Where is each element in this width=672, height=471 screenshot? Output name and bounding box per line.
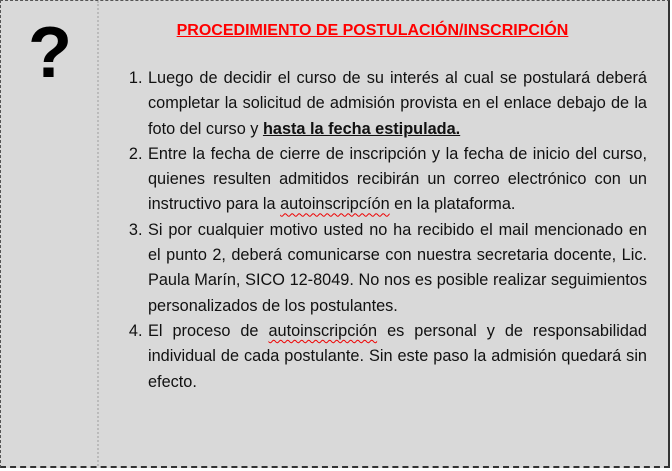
- item-text: Si por cualquier motivo usted no ha recibido el mail mencionado en el punto 2, deberá comunicarse con nuestra secretaria docente, Lic. Paula Marín, SICO 12-8049. No nos es posible realizar seguimientos personalizados de los postulantes.: [148, 220, 647, 315]
- item-text: El proceso de: [148, 321, 269, 340]
- question-mark-icon: ?: [28, 13, 72, 93]
- item-text: Entre la fecha de cierre de inscripción y la fecha de inicio del curso, quienes resulten admitidos recibirán un correo electrónico con un instructivo para la: [148, 144, 647, 214]
- item-text: Luego de decidir el curso de su interés al cual se postulará deberá completar la solicitud de admisión provista en el enlace debajo de la foto del curso y: [148, 69, 647, 138]
- item-text: en la plataforma.: [389, 195, 516, 214]
- section-title: PROCEDIMIENTO DE POSTULACIÓN/INSCRIPCIÓN: [176, 22, 569, 39]
- item-text: es personal y de responsabilidad individual de cada postulante. Sin este paso la admisión quedará sin efecto.: [148, 321, 647, 391]
- list-item: [147, 218, 647, 319]
- misspelled-word: autoinscripción: [268, 321, 378, 340]
- misspelled-word: autoinscripcíón: [280, 195, 390, 214]
- list-item: [147, 319, 647, 395]
- list-item: [147, 142, 647, 218]
- procedure-list: [124, 66, 647, 395]
- deadline-emphasis: hasta la fecha estipulada.: [262, 119, 461, 138]
- list-item: [147, 66, 647, 142]
- divider: [97, 1, 99, 466]
